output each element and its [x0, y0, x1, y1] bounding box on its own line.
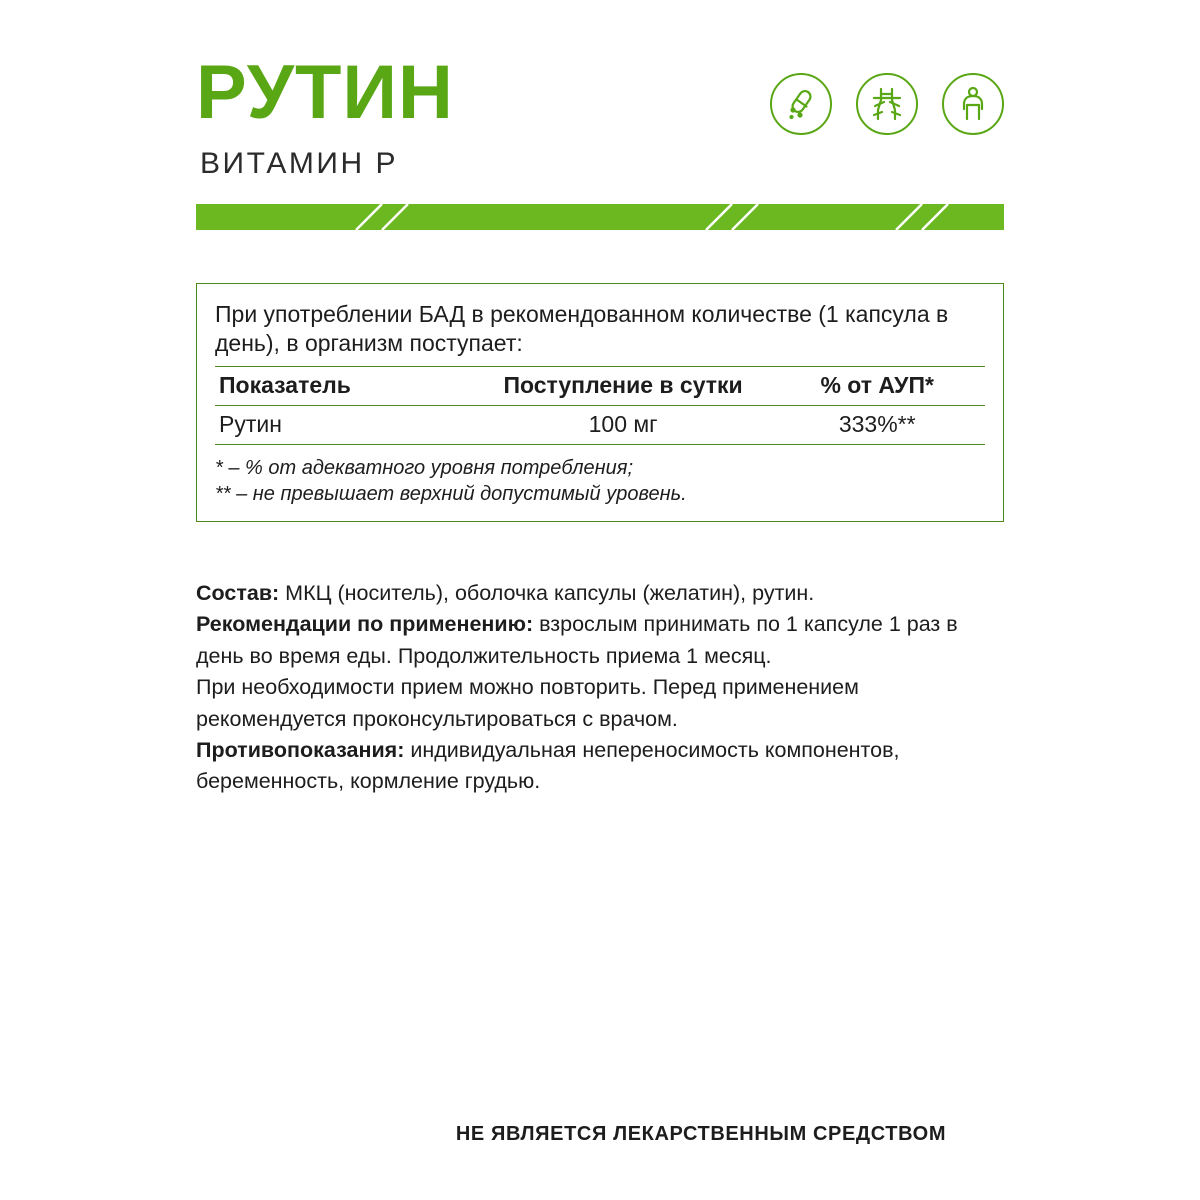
human-body-icon: [942, 73, 1004, 135]
nutrition-table-box: [196, 283, 1004, 522]
table-header-indicator: Показатель: [215, 366, 477, 405]
table-cell-intake: 100 мг: [477, 405, 770, 444]
table-intro-text: При употреблении БАД в рекомендованном количестве (1 капсула в день), в организм поступает:: [215, 301, 949, 356]
disclaimer-text: НЕ ЯВЛЯЕТСЯ ЛЕКАРСТВЕННЫМ СРЕДСТВОМ: [455, 1123, 947, 1145]
footnote-2: ** – не превышает верхний допустимый уровень.: [215, 482, 687, 505]
table-cell-indicator: Рутин: [215, 405, 477, 444]
icon-badge-group: [770, 73, 1004, 135]
table-cell-percent: 333%**: [769, 405, 985, 444]
composition-paragraph: [196, 578, 1006, 609]
table-footnotes: [215, 455, 985, 507]
capsules-icon: [770, 73, 832, 135]
title-block: [196, 50, 454, 180]
usage-label: Рекомендации по применению:: [196, 612, 534, 637]
footer: [0, 1123, 1200, 1146]
table-header-percent: % от АУП*: [769, 366, 985, 405]
table-header-row: [215, 366, 985, 405]
footnote-1: * – % от адекватного уровня потребления;: [215, 456, 633, 479]
table-header-intake: Поступление в сутки: [477, 366, 770, 405]
contraindications-text: индивидуальная непереносимость компонентов, беременность, кормление грудью.: [196, 737, 900, 794]
table-row: [215, 405, 985, 444]
contraindications-paragraph: [196, 735, 1006, 798]
nutrition-table: [215, 366, 985, 445]
page-title: РУТИН: [196, 50, 454, 135]
usage-paragraph: [196, 609, 1006, 672]
info-text-block: [196, 578, 1006, 798]
vein-legs-icon: [856, 73, 918, 135]
usage-extra-paragraph: При необходимости прием можно повторить. Перед применением рекомендуется проконсультироваться с врачом.: [196, 675, 859, 731]
header: [196, 50, 1004, 205]
composition-text: МКЦ (носитель), оболочка капсулы (желатин), рутин.: [279, 581, 815, 605]
decorative-green-bar: [196, 204, 1004, 230]
product-subtitle: ВИТАМИН Р: [200, 147, 398, 180]
contraindications-label: Противопоказания:: [196, 737, 405, 762]
composition-label: Состав:: [196, 581, 280, 605]
usage-text: взрослым принимать по 1 капсуле 1 раз в день во время еды. Продолжительность приема 1 месяц.: [196, 612, 958, 668]
